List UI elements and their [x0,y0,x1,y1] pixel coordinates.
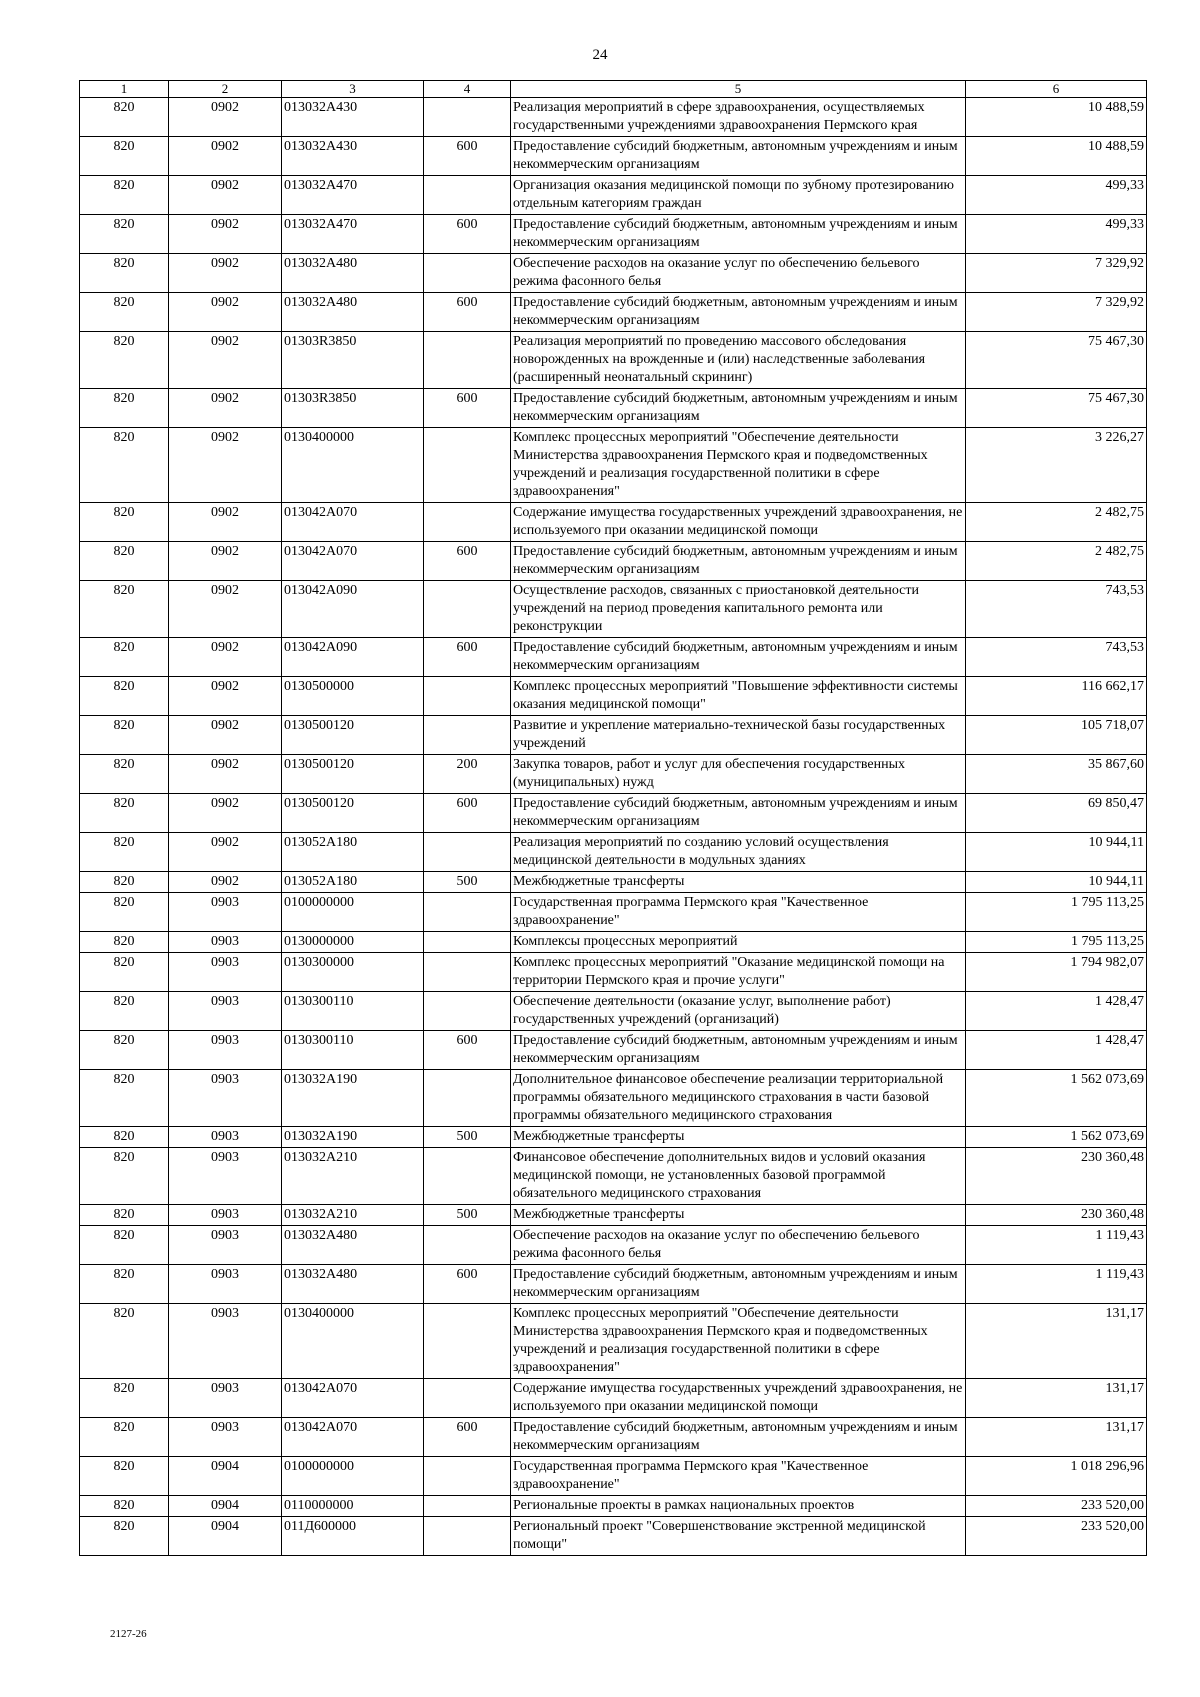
target-article-code-cell: 0110000000 [282,1496,424,1517]
amount-cell: 233 520,00 [966,1517,1147,1556]
amount-cell: 499,33 [966,215,1147,254]
amount-cell: 2 482,75 [966,503,1147,542]
expense-type-code-cell: 500 [424,1205,511,1226]
table-row [80,293,1147,332]
table-row [80,1304,1147,1379]
table-row [80,1457,1147,1496]
target-article-code-cell: 013042А090 [282,638,424,677]
target-article-code-cell: 013032А470 [282,176,424,215]
table-row [80,1205,1147,1226]
expense-type-code-cell: 600 [424,215,511,254]
item-name-cell: Предоставление субсидий бюджетным, автономным учреждениям и иным некоммерческим организациям [511,542,966,581]
expense-type-code-cell: 600 [424,389,511,428]
ministry-code-cell: 820 [80,1031,169,1070]
target-article-code-cell: 013042А070 [282,1418,424,1457]
section-code-cell: 0902 [169,833,282,872]
ministry-code-cell: 820 [80,293,169,332]
amount-cell: 75 467,30 [966,332,1147,389]
expense-type-code-cell [424,1517,511,1556]
table-row [80,176,1147,215]
section-code-cell: 0903 [169,1205,282,1226]
expense-type-code-cell: 200 [424,755,511,794]
ministry-code-cell: 820 [80,716,169,755]
expense-type-code-cell: 500 [424,872,511,893]
table-row [80,716,1147,755]
ministry-code-cell: 820 [80,1304,169,1379]
table-body [80,98,1147,1556]
item-name-cell: Содержание имущества государственных учреждений здравоохранения, не используемого при оказании медицинской помощи [511,503,966,542]
expense-type-code-cell [424,581,511,638]
table-row [80,1148,1147,1205]
table-row [80,677,1147,716]
target-article-code-cell: 013042А070 [282,1379,424,1418]
amount-cell: 35 867,60 [966,755,1147,794]
target-article-code-cell: 013032А470 [282,215,424,254]
expense-type-code-cell: 600 [424,1031,511,1070]
amount-cell: 2 482,75 [966,542,1147,581]
ministry-code-cell: 820 [80,1226,169,1265]
section-code-cell: 0902 [169,755,282,794]
target-article-code-cell: 01303R3850 [282,332,424,389]
item-name-cell: Реализация мероприятий по проведению массового обследования новорожденных на врожденные и (или) наследственные заболевания (расширенный неонатальный скрининг) [511,332,966,389]
section-code-cell: 0902 [169,716,282,755]
target-article-code-cell: 013032А430 [282,137,424,176]
ministry-code-cell: 820 [80,98,169,137]
amount-cell: 105 718,07 [966,716,1147,755]
section-code-cell: 0904 [169,1517,282,1556]
amount-cell: 1 562 073,69 [966,1070,1147,1127]
ministry-code-cell: 820 [80,992,169,1031]
table-row [80,215,1147,254]
target-article-code-cell: 013032А190 [282,1127,424,1148]
amount-cell: 69 850,47 [966,794,1147,833]
section-code-cell: 0902 [169,794,282,833]
section-code-cell: 0902 [169,215,282,254]
section-code-cell: 0902 [169,332,282,389]
expense-type-code-cell [424,176,511,215]
expense-type-code-cell: 600 [424,1265,511,1304]
expense-type-code-cell [424,1496,511,1517]
item-name-cell: Комплекс процессных мероприятий "Обеспечение деятельности Министерства здравоохранения Пермского края и подведомственных учреждений и реализация государственной политики в сфере здравоохранения" [511,428,966,503]
item-name-cell: Обеспечение деятельности (оказание услуг, выполнение работ) государственных учреждений (организаций) [511,992,966,1031]
table-row [80,872,1147,893]
item-name-cell: Финансовое обеспечение дополнительных видов и условий оказания медицинской помощи, не установленных базовой программой обязательного медицинского страхования [511,1148,966,1205]
amount-cell: 7 329,92 [966,254,1147,293]
expense-type-code-cell [424,677,511,716]
target-article-code-cell: 013042А070 [282,542,424,581]
expense-type-code-cell: 600 [424,293,511,332]
header-col-4: 4 [424,81,511,98]
ministry-code-cell: 820 [80,833,169,872]
ministry-code-cell: 820 [80,1457,169,1496]
expense-type-code-cell [424,893,511,932]
expense-type-code-cell [424,953,511,992]
item-name-cell: Реализация мероприятий по созданию условий осуществления медицинской деятельности в модульных зданиях [511,833,966,872]
target-article-code-cell: 0130300110 [282,1031,424,1070]
section-code-cell: 0902 [169,542,282,581]
ministry-code-cell: 820 [80,677,169,716]
ministry-code-cell: 820 [80,1496,169,1517]
section-code-cell: 0904 [169,1457,282,1496]
item-name-cell: Межбюджетные трансферты [511,1127,966,1148]
item-name-cell: Предоставление субсидий бюджетным, автономным учреждениям и иным некоммерческим организациям [511,1418,966,1457]
amount-cell: 230 360,48 [966,1148,1147,1205]
table-row [80,1070,1147,1127]
item-name-cell: Государственная программа Пермского края "Качественное здравоохранение" [511,893,966,932]
section-code-cell: 0902 [169,872,282,893]
target-article-code-cell: 0130300110 [282,992,424,1031]
table-row [80,581,1147,638]
table-row [80,1379,1147,1418]
ministry-code-cell: 820 [80,1517,169,1556]
amount-cell: 10 488,59 [966,137,1147,176]
table-row [80,932,1147,953]
expense-type-code-cell: 600 [424,638,511,677]
item-name-cell: Обеспечение расходов на оказание услуг по обеспечению бельевого режима фасонного белья [511,1226,966,1265]
item-name-cell: Закупка товаров, работ и услуг для обеспечения государственных (муниципальных) нужд [511,755,966,794]
expense-type-code-cell [424,1379,511,1418]
item-name-cell: Предоставление субсидий бюджетным, автономным учреждениям и иным некоммерческим организациям [511,293,966,332]
table-row [80,992,1147,1031]
amount-cell: 743,53 [966,581,1147,638]
item-name-cell: Комплексы процессных мероприятий [511,932,966,953]
section-code-cell: 0902 [169,638,282,677]
table-row [80,953,1147,992]
table-row [80,1496,1147,1517]
section-code-cell: 0903 [169,1265,282,1304]
item-name-cell: Региональные проекты в рамках национальных проектов [511,1496,966,1517]
table-row [80,893,1147,932]
table-row [80,1265,1147,1304]
amount-cell: 499,33 [966,176,1147,215]
item-name-cell: Осуществление расходов, связанных с приостановкой деятельности учреждений на период проведения капитального ремонта или реконструкции [511,581,966,638]
ministry-code-cell: 820 [80,794,169,833]
target-article-code-cell: 0130400000 [282,1304,424,1379]
header-col-3: 3 [282,81,424,98]
header-col-2: 2 [169,81,282,98]
item-name-cell: Предоставление субсидий бюджетным, автономным учреждениям и иным некоммерческим организациям [511,1031,966,1070]
amount-cell: 1 428,47 [966,992,1147,1031]
ministry-code-cell: 820 [80,638,169,677]
amount-cell: 10 944,11 [966,833,1147,872]
section-code-cell: 0903 [169,1148,282,1205]
item-name-cell: Межбюджетные трансферты [511,1205,966,1226]
section-code-cell: 0902 [169,503,282,542]
target-article-code-cell: 0130500120 [282,755,424,794]
target-article-code-cell: 013032А190 [282,1070,424,1127]
expense-type-code-cell: 500 [424,1127,511,1148]
ministry-code-cell: 820 [80,254,169,293]
amount-cell: 3 226,27 [966,428,1147,503]
amount-cell: 1 562 073,69 [966,1127,1147,1148]
amount-cell: 230 360,48 [966,1205,1147,1226]
table-row [80,1226,1147,1265]
target-article-code-cell: 0130500120 [282,716,424,755]
amount-cell: 1 018 296,96 [966,1457,1147,1496]
item-name-cell: Реализация мероприятий в сфере здравоохранения, осуществляемых государственными учреждениями здравоохранения Пермского края [511,98,966,137]
item-name-cell: Развитие и укрепление материально-технической базы государственных учреждений [511,716,966,755]
target-article-code-cell: 0130000000 [282,932,424,953]
expense-type-code-cell: 600 [424,542,511,581]
target-article-code-cell: 013052А180 [282,833,424,872]
section-code-cell: 0903 [169,953,282,992]
amount-cell: 1 794 982,07 [966,953,1147,992]
expense-type-code-cell [424,98,511,137]
amount-cell: 131,17 [966,1379,1147,1418]
expense-type-code-cell [424,428,511,503]
ministry-code-cell: 820 [80,953,169,992]
document-code: 2127-26 [110,1628,147,1640]
section-code-cell: 0903 [169,1304,282,1379]
target-article-code-cell: 013032А480 [282,1226,424,1265]
item-name-cell: Предоставление субсидий бюджетным, автономным учреждениям и иным некоммерческим организациям [511,215,966,254]
section-code-cell: 0902 [169,428,282,503]
section-code-cell: 0903 [169,1070,282,1127]
section-code-cell: 0903 [169,1031,282,1070]
section-code-cell: 0903 [169,992,282,1031]
table-row [80,1127,1147,1148]
target-article-code-cell: 0130300000 [282,953,424,992]
target-article-code-cell: 013032А480 [282,1265,424,1304]
ministry-code-cell: 820 [80,581,169,638]
amount-cell: 1 428,47 [966,1031,1147,1070]
item-name-cell: Предоставление субсидий бюджетным, автономным учреждениям и иным некоммерческим организациям [511,638,966,677]
ministry-code-cell: 820 [80,389,169,428]
header-row [80,81,1147,98]
target-article-code-cell: 0130400000 [282,428,424,503]
target-article-code-cell: 0100000000 [282,893,424,932]
header-col-6: 6 [966,81,1147,98]
expense-type-code-cell [424,1304,511,1379]
section-code-cell: 0902 [169,98,282,137]
ministry-code-cell: 820 [80,428,169,503]
section-code-cell: 0902 [169,137,282,176]
expense-type-code-cell [424,1457,511,1496]
ministry-code-cell: 820 [80,755,169,794]
section-code-cell: 0903 [169,932,282,953]
table-row [80,332,1147,389]
section-code-cell: 0902 [169,677,282,716]
section-code-cell: 0903 [169,893,282,932]
expense-type-code-cell [424,503,511,542]
header-col-5: 5 [511,81,966,98]
page-number: 24 [592,47,608,63]
amount-cell: 116 662,17 [966,677,1147,716]
amount-cell: 233 520,00 [966,1496,1147,1517]
ministry-code-cell: 820 [80,1070,169,1127]
amount-cell: 7 329,92 [966,293,1147,332]
amount-cell: 1 119,43 [966,1265,1147,1304]
item-name-cell: Обеспечение расходов на оказание услуг по обеспечению бельевого режима фасонного белья [511,254,966,293]
item-name-cell: Комплекс процессных мероприятий "Обеспечение деятельности Министерства здравоохранения Пермского края и подведомственных учреждений и реализация государственной политики в сфере здравоохранения" [511,1304,966,1379]
table-row [80,137,1147,176]
item-name-cell: Предоставление субсидий бюджетным, автономным учреждениям и иным некоммерческим организациям [511,794,966,833]
target-article-code-cell: 013052А180 [282,872,424,893]
table-row [80,428,1147,503]
section-code-cell: 0902 [169,581,282,638]
target-article-code-cell: 013042А070 [282,503,424,542]
expense-type-code-cell: 600 [424,1418,511,1457]
expense-type-code-cell [424,932,511,953]
table-row [80,254,1147,293]
expense-type-code-cell: 600 [424,794,511,833]
amount-cell: 10 488,59 [966,98,1147,137]
ministry-code-cell: 820 [80,176,169,215]
table-row [80,833,1147,872]
table-row [80,542,1147,581]
amount-cell: 10 944,11 [966,872,1147,893]
ministry-code-cell: 820 [80,872,169,893]
item-name-cell: Межбюджетные трансферты [511,872,966,893]
amount-cell: 131,17 [966,1304,1147,1379]
item-name-cell: Государственная программа Пермского края "Качественное здравоохранение" [511,1457,966,1496]
header-col-1: 1 [80,81,169,98]
budget-table [79,80,1147,1556]
expense-type-code-cell [424,992,511,1031]
target-article-code-cell: 013032А430 [282,98,424,137]
section-code-cell: 0903 [169,1418,282,1457]
ministry-code-cell: 820 [80,503,169,542]
ministry-code-cell: 820 [80,1205,169,1226]
ministry-code-cell: 820 [80,1148,169,1205]
item-name-cell: Содержание имущества государственных учреждений здравоохранения, не используемого при оказании медицинской помощи [511,1379,966,1418]
section-code-cell: 0903 [169,1379,282,1418]
expense-type-code-cell [424,1226,511,1265]
ministry-code-cell: 820 [80,215,169,254]
item-name-cell: Региональный проект "Совершенствование экстренной медицинской помощи" [511,1517,966,1556]
target-article-code-cell: 013042А090 [282,581,424,638]
section-code-cell: 0902 [169,389,282,428]
ministry-code-cell: 820 [80,1418,169,1457]
amount-cell: 1 795 113,25 [966,932,1147,953]
ministry-code-cell: 820 [80,1127,169,1148]
item-name-cell: Комплекс процессных мероприятий "Оказание медицинской помощи на территории Пермского края и прочие услуги" [511,953,966,992]
expense-type-code-cell [424,332,511,389]
target-article-code-cell: 0100000000 [282,1457,424,1496]
expense-type-code-cell [424,833,511,872]
amount-cell: 1 795 113,25 [966,893,1147,932]
expense-type-code-cell [424,1148,511,1205]
expense-type-code-cell [424,254,511,293]
ministry-code-cell: 820 [80,542,169,581]
item-name-cell: Организация оказания медицинской помощи по зубному протезированию отдельным категориям граждан [511,176,966,215]
item-name-cell: Дополнительное финансовое обеспечение реализации территориальной программы обязательного медицинского страхования в части базовой программы обязательного медицинского страхования [511,1070,966,1127]
table-row [80,638,1147,677]
table-row [80,1418,1147,1457]
ministry-code-cell: 820 [80,932,169,953]
expense-type-code-cell: 600 [424,137,511,176]
table-row [80,389,1147,428]
amount-cell: 131,17 [966,1418,1147,1457]
table-row [80,98,1147,137]
ministry-code-cell: 820 [80,893,169,932]
section-code-cell: 0902 [169,176,282,215]
table-row [80,503,1147,542]
amount-cell: 743,53 [966,638,1147,677]
item-name-cell: Комплекс процессных мероприятий "Повышение эффективности системы оказания медицинской помощи" [511,677,966,716]
expense-type-code-cell [424,716,511,755]
section-code-cell: 0902 [169,254,282,293]
expense-type-code-cell [424,1070,511,1127]
table-row [80,755,1147,794]
item-name-cell: Предоставление субсидий бюджетным, автономным учреждениям и иным некоммерческим организациям [511,389,966,428]
item-name-cell: Предоставление субсидий бюджетным, автономным учреждениям и иным некоммерческим организациям [511,1265,966,1304]
target-article-code-cell: 013032А480 [282,293,424,332]
target-article-code-cell: 013032А210 [282,1148,424,1205]
item-name-cell: Предоставление субсидий бюджетным, автономным учреждениям и иным некоммерческим организациям [511,137,966,176]
ministry-code-cell: 820 [80,1379,169,1418]
target-article-code-cell: 0130500000 [282,677,424,716]
target-article-code-cell: 01303R3850 [282,389,424,428]
ministry-code-cell: 820 [80,137,169,176]
section-code-cell: 0902 [169,293,282,332]
section-code-cell: 0903 [169,1127,282,1148]
table-row [80,1517,1147,1556]
target-article-code-cell: 013032А210 [282,1205,424,1226]
target-article-code-cell: 013032А480 [282,254,424,293]
amount-cell: 75 467,30 [966,389,1147,428]
table-row [80,1031,1147,1070]
target-article-code-cell: 011Д600000 [282,1517,424,1556]
ministry-code-cell: 820 [80,1265,169,1304]
target-article-code-cell: 0130500120 [282,794,424,833]
table-row [80,794,1147,833]
section-code-cell: 0904 [169,1496,282,1517]
ministry-code-cell: 820 [80,332,169,389]
amount-cell: 1 119,43 [966,1226,1147,1265]
section-code-cell: 0903 [169,1226,282,1265]
